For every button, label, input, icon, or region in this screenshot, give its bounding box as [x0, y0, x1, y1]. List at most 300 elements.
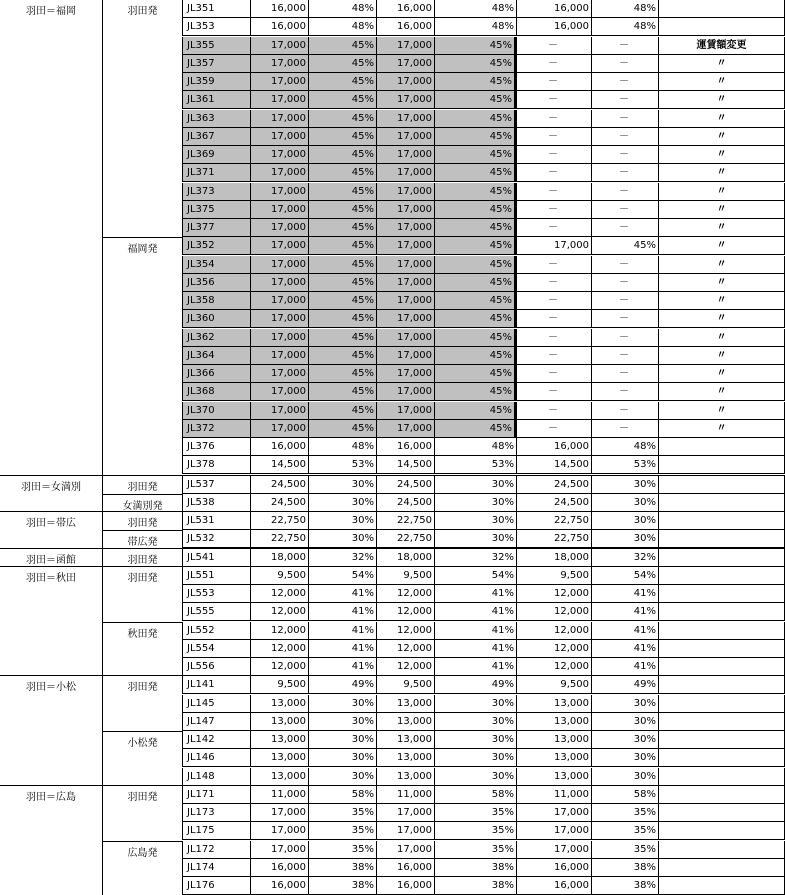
fare-cell: 16,000: [250, 859, 308, 877]
route-group: [0, 548, 785, 566]
flight-number-cell: JL553: [182, 585, 250, 603]
flight-number-cell: JL378: [182, 456, 250, 474]
discount-cell: 45%: [308, 37, 376, 55]
discount-cell: 45%: [434, 219, 516, 237]
discount-cell: －: [591, 55, 658, 73]
discount-cell: －: [591, 347, 658, 365]
discount-cell: 45%: [434, 402, 516, 420]
table-row: [182, 237, 785, 255]
fare-cell: 12,000: [250, 622, 308, 640]
table-row: [182, 91, 785, 109]
discount-cell: 41%: [434, 640, 516, 658]
fare-cell: 17,000: [376, 91, 434, 109]
fare-cell: 13,000: [376, 768, 434, 786]
flight-number-cell: JL361: [182, 91, 250, 109]
table-row: [182, 383, 785, 401]
note-cell: [658, 456, 785, 474]
discount-cell: 30%: [591, 731, 658, 749]
route-label: 羽田＝帯広: [0, 512, 102, 529]
discount-cell: 30%: [308, 530, 376, 548]
fare-cell: 16,000: [250, 438, 308, 456]
note-cell: 〃: [658, 55, 785, 73]
note-cell: 運賃額変更: [658, 37, 785, 55]
fare-cell: 12,000: [376, 585, 434, 603]
fare-cell: 17,000: [376, 329, 434, 347]
note-cell: [658, 731, 785, 749]
discount-cell: －: [591, 256, 658, 274]
discount-cell: 45%: [434, 128, 516, 146]
direction-group: [102, 549, 182, 567]
discount-cell: 49%: [591, 676, 658, 694]
fare-cell: 24,500: [376, 494, 434, 512]
table-row: [182, 749, 785, 767]
discount-cell: 58%: [308, 786, 376, 804]
fare-cell: 17,000: [250, 128, 308, 146]
table-row: [182, 274, 785, 292]
discount-cell: 30%: [308, 695, 376, 713]
discount-cell: 45%: [308, 274, 376, 292]
discount-cell: 58%: [434, 786, 516, 804]
table-row: [182, 549, 785, 567]
flight-number-cell: JL353: [182, 18, 250, 36]
flight-number-cell: JL551: [182, 567, 250, 585]
note-cell: 〃: [658, 420, 785, 438]
fare-cell: 16,000: [516, 877, 591, 895]
note-cell: 〃: [658, 237, 785, 255]
fare-cell: 22,750: [376, 530, 434, 548]
fare-cell: 16,000: [376, 859, 434, 877]
flight-number-cell: JL371: [182, 164, 250, 182]
fare-cell: 17,000: [376, 310, 434, 328]
fare-cell: 17,000: [376, 256, 434, 274]
note-cell: [658, 18, 785, 36]
discount-cell: 45%: [308, 183, 376, 201]
discount-cell: －: [591, 110, 658, 128]
discount-cell: 45%: [434, 292, 516, 310]
note-cell: [658, 622, 785, 640]
route-group: [0, 511, 785, 548]
note-cell: 〃: [658, 402, 785, 420]
fare-cell: －: [516, 73, 591, 91]
fare-cell: －: [516, 292, 591, 310]
note-cell: [658, 494, 785, 512]
fare-cell: 12,000: [250, 640, 308, 658]
table-row: [182, 768, 785, 786]
direction-group: [102, 786, 182, 841]
fare-cell: 12,000: [376, 658, 434, 676]
direction-label: 羽田発: [103, 549, 182, 566]
fare-cell: 12,000: [516, 640, 591, 658]
flight-number-cell: JL356: [182, 274, 250, 292]
direction-group: [102, 237, 182, 474]
discount-cell: 45%: [308, 146, 376, 164]
discount-cell: 41%: [591, 585, 658, 603]
fare-cell: 13,000: [250, 731, 308, 749]
fare-cell: 14,500: [376, 456, 434, 474]
fare-cell: 18,000: [250, 549, 308, 567]
fare-cell: 17,000: [250, 91, 308, 109]
discount-cell: 45%: [308, 420, 376, 438]
fare-cell: －: [516, 329, 591, 347]
discount-cell: 45%: [308, 201, 376, 219]
discount-cell: 30%: [591, 494, 658, 512]
fare-cell: 17,000: [250, 274, 308, 292]
flight-number-cell: JL175: [182, 822, 250, 840]
note-cell: [658, 585, 785, 603]
note-cell: 〃: [658, 274, 785, 292]
fare-cell: －: [516, 146, 591, 164]
table-row: [182, 658, 785, 676]
flight-number-cell: JL174: [182, 859, 250, 877]
discount-cell: 38%: [308, 859, 376, 877]
note-cell: [658, 859, 785, 877]
flight-number-cell: JL171: [182, 786, 250, 804]
route-label: 羽田＝小松: [0, 676, 102, 693]
discount-cell: 41%: [591, 603, 658, 621]
discount-cell: 54%: [308, 567, 376, 585]
fare-cell: 17,000: [376, 292, 434, 310]
fare-cell: －: [516, 256, 591, 274]
discount-cell: －: [591, 91, 658, 109]
fare-cell: 13,000: [376, 713, 434, 731]
fare-cell: 13,000: [516, 695, 591, 713]
discount-cell: 30%: [434, 731, 516, 749]
discount-cell: 45%: [434, 237, 516, 255]
direction-group: [102, 512, 182, 530]
fare-cell: 17,000: [250, 164, 308, 182]
discount-cell: 41%: [308, 603, 376, 621]
discount-cell: －: [591, 329, 658, 347]
note-cell: [658, 676, 785, 694]
direction-label: 秋田発: [103, 623, 182, 640]
fare-cell: 17,000: [250, 365, 308, 383]
discount-cell: 35%: [308, 804, 376, 822]
fare-cell: 17,000: [376, 164, 434, 182]
table-row: [182, 365, 785, 383]
direction-label: 羽田発: [103, 567, 182, 584]
discount-cell: －: [591, 219, 658, 237]
table-row: [182, 476, 785, 494]
table-row: [182, 822, 785, 840]
route-label: 羽田＝女満別: [0, 476, 102, 493]
fare-cell: 17,000: [376, 55, 434, 73]
fare-cell: －: [516, 37, 591, 55]
discount-cell: 32%: [308, 549, 376, 567]
discount-cell: 41%: [308, 658, 376, 676]
table-row: [182, 256, 785, 274]
discount-cell: 45%: [434, 365, 516, 383]
fare-cell: 9,500: [250, 676, 308, 694]
discount-cell: 45%: [434, 329, 516, 347]
discount-cell: 35%: [591, 804, 658, 822]
note-cell: 〃: [658, 164, 785, 182]
table-row: [182, 859, 785, 877]
discount-cell: 30%: [591, 476, 658, 494]
fare-cell: 17,000: [250, 347, 308, 365]
flight-number-cell: JL357: [182, 55, 250, 73]
discount-cell: 45%: [308, 128, 376, 146]
note-cell: [658, 804, 785, 822]
fare-cell: 12,000: [250, 585, 308, 603]
discount-cell: 30%: [434, 768, 516, 786]
discount-cell: 45%: [308, 219, 376, 237]
fare-cell: 17,000: [376, 219, 434, 237]
fare-cell: 17,000: [250, 329, 308, 347]
flight-number-cell: JL541: [182, 549, 250, 567]
discount-cell: －: [591, 201, 658, 219]
flight-number-cell: JL370: [182, 402, 250, 420]
fare-cell: 16,000: [376, 18, 434, 36]
flight-number-cell: JL552: [182, 622, 250, 640]
fare-cell: 13,000: [376, 731, 434, 749]
flight-number-cell: JL368: [182, 383, 250, 401]
discount-cell: 45%: [308, 402, 376, 420]
direction-label: 小松発: [103, 732, 182, 749]
flight-number-cell: JL147: [182, 713, 250, 731]
discount-cell: 30%: [434, 695, 516, 713]
discount-cell: 30%: [308, 494, 376, 512]
discount-cell: 45%: [434, 37, 516, 55]
note-cell: 〃: [658, 201, 785, 219]
table-row: [182, 603, 785, 621]
discount-cell: 48%: [434, 0, 516, 18]
fare-cell: 24,500: [376, 476, 434, 494]
discount-cell: 45%: [434, 274, 516, 292]
discount-cell: 45%: [308, 383, 376, 401]
direction-group: [102, 494, 182, 512]
discount-cell: －: [591, 274, 658, 292]
note-cell: 〃: [658, 146, 785, 164]
fare-cell: 17,000: [250, 256, 308, 274]
fare-cell: 12,000: [516, 622, 591, 640]
fare-cell: 14,500: [250, 456, 308, 474]
table-row: [182, 695, 785, 713]
discount-cell: 48%: [308, 438, 376, 456]
note-cell: [658, 841, 785, 859]
discount-cell: 41%: [591, 640, 658, 658]
note-cell: [658, 476, 785, 494]
discount-cell: 30%: [434, 713, 516, 731]
discount-cell: 38%: [591, 877, 658, 895]
flight-number-cell: JL173: [182, 804, 250, 822]
fare-cell: 17,000: [376, 274, 434, 292]
fare-cell: 17,000: [376, 128, 434, 146]
flight-number-cell: JL531: [182, 512, 250, 530]
route-group: [0, 785, 785, 895]
discount-cell: 45%: [591, 237, 658, 255]
direction-label: 羽田発: [103, 786, 182, 803]
route-group: [0, 675, 785, 785]
flight-number-cell: JL358: [182, 292, 250, 310]
table-row: [182, 347, 785, 365]
flight-number-cell: JL363: [182, 110, 250, 128]
note-cell: [658, 822, 785, 840]
note-cell: [658, 438, 785, 456]
fare-cell: －: [516, 365, 591, 383]
fare-cell: 17,000: [250, 383, 308, 401]
flight-number-cell: JL554: [182, 640, 250, 658]
fare-cell: 12,000: [250, 603, 308, 621]
fare-cell: 13,000: [516, 713, 591, 731]
fare-cell: 17,000: [250, 822, 308, 840]
fare-cell: 16,000: [376, 877, 434, 895]
table-row: [182, 146, 785, 164]
direction-label: 羽田発: [103, 676, 182, 693]
direction-label: 羽田発: [103, 476, 182, 493]
fare-cell: 12,000: [376, 640, 434, 658]
table-row: [182, 713, 785, 731]
discount-cell: 41%: [308, 622, 376, 640]
fare-cell: 17,000: [376, 201, 434, 219]
flight-number-cell: JL148: [182, 768, 250, 786]
discount-cell: 45%: [434, 201, 516, 219]
discount-cell: 45%: [434, 310, 516, 328]
fare-cell: 17,000: [376, 347, 434, 365]
discount-cell: 41%: [308, 640, 376, 658]
fare-cell: 17,000: [250, 201, 308, 219]
discount-cell: 45%: [308, 329, 376, 347]
discount-cell: －: [591, 292, 658, 310]
direction-group: [102, 731, 182, 786]
fare-cell: －: [516, 347, 591, 365]
table-row: [182, 456, 785, 474]
discount-cell: 35%: [434, 804, 516, 822]
flight-number-cell: JL354: [182, 256, 250, 274]
note-cell: [658, 877, 785, 895]
note-cell: 〃: [658, 110, 785, 128]
discount-cell: －: [591, 73, 658, 91]
direction-group: [102, 676, 182, 731]
flight-number-cell: JL369: [182, 146, 250, 164]
table-row: [182, 676, 785, 694]
fare-cell: －: [516, 55, 591, 73]
route-group: [0, 475, 785, 512]
table-row: [182, 622, 785, 640]
note-cell: [658, 658, 785, 676]
fare-cell: 11,000: [516, 786, 591, 804]
flight-number-cell: JL141: [182, 676, 250, 694]
table-row: [182, 585, 785, 603]
flight-number-cell: JL373: [182, 183, 250, 201]
fare-cell: 17,000: [250, 420, 308, 438]
discount-cell: 41%: [308, 585, 376, 603]
flight-number-cell: JL377: [182, 219, 250, 237]
note-cell: [658, 603, 785, 621]
note-cell: [658, 0, 785, 18]
fare-cell: 17,000: [376, 237, 434, 255]
discount-cell: 30%: [591, 768, 658, 786]
note-cell: 〃: [658, 329, 785, 347]
note-cell: [658, 640, 785, 658]
discount-cell: 45%: [434, 420, 516, 438]
direction-label: 帯広発: [103, 531, 182, 548]
fare-cell: 11,000: [376, 786, 434, 804]
discount-cell: －: [591, 164, 658, 182]
fare-cell: 9,500: [376, 676, 434, 694]
fare-cell: 17,000: [250, 146, 308, 164]
direction-group: [102, 622, 182, 677]
flight-number-cell: JL362: [182, 329, 250, 347]
fare-cell: 17,000: [376, 420, 434, 438]
fare-cell: －: [516, 183, 591, 201]
fare-cell: 14,500: [516, 456, 591, 474]
fare-cell: 12,000: [250, 658, 308, 676]
fare-cell: 17,000: [516, 804, 591, 822]
flight-number-cell: JL352: [182, 237, 250, 255]
flight-number-cell: JL556: [182, 658, 250, 676]
flight-number-cell: JL360: [182, 310, 250, 328]
table-row: [182, 110, 785, 128]
fare-cell: －: [516, 383, 591, 401]
discount-cell: 45%: [308, 365, 376, 383]
direction-label: 女満別発: [103, 495, 182, 512]
discount-cell: 41%: [591, 658, 658, 676]
fare-cell: 17,000: [376, 183, 434, 201]
discount-cell: 45%: [434, 91, 516, 109]
discount-cell: 38%: [434, 877, 516, 895]
fare-cell: 22,750: [516, 530, 591, 548]
fare-cell: 17,000: [376, 37, 434, 55]
flight-number-cell: JL537: [182, 476, 250, 494]
discount-cell: 30%: [591, 695, 658, 713]
fare-cell: －: [516, 274, 591, 292]
fare-cell: 24,500: [250, 476, 308, 494]
fare-cell: 16,000: [376, 438, 434, 456]
flight-number-cell: JL538: [182, 494, 250, 512]
discount-cell: －: [591, 383, 658, 401]
discount-cell: 35%: [434, 841, 516, 859]
note-cell: 〃: [658, 292, 785, 310]
direction-group: [102, 841, 182, 895]
fare-cell: 13,000: [250, 695, 308, 713]
fare-cell: 9,500: [376, 567, 434, 585]
discount-cell: 35%: [591, 841, 658, 859]
fare-cell: 12,000: [376, 622, 434, 640]
note-cell: 〃: [658, 256, 785, 274]
discount-cell: 45%: [434, 164, 516, 182]
fare-cell: 17,000: [250, 110, 308, 128]
discount-cell: 35%: [308, 841, 376, 859]
table-row: [182, 0, 785, 18]
note-cell: [658, 768, 785, 786]
table-row: [182, 786, 785, 804]
table-row: [182, 494, 785, 512]
discount-cell: 45%: [434, 347, 516, 365]
discount-cell: 48%: [591, 0, 658, 18]
discount-cell: 30%: [308, 512, 376, 530]
direction-group: [102, 567, 182, 622]
fare-cell: 13,000: [516, 749, 591, 767]
flight-number-cell: JL146: [182, 749, 250, 767]
fare-cell: 22,750: [250, 530, 308, 548]
table-row: [182, 292, 785, 310]
discount-cell: 41%: [591, 622, 658, 640]
discount-cell: 53%: [591, 456, 658, 474]
discount-cell: 35%: [308, 822, 376, 840]
discount-cell: 45%: [308, 292, 376, 310]
discount-cell: 30%: [308, 768, 376, 786]
fare-cell: 17,000: [376, 402, 434, 420]
direction-label: 羽田発: [103, 512, 182, 529]
fare-cell: 18,000: [376, 549, 434, 567]
fare-cell: －: [516, 91, 591, 109]
table-row: [182, 183, 785, 201]
fare-cell: 13,000: [516, 768, 591, 786]
note-cell: 〃: [658, 347, 785, 365]
fare-cell: 13,000: [516, 731, 591, 749]
discount-cell: －: [591, 402, 658, 420]
route-label: 羽田＝福岡: [0, 0, 102, 17]
